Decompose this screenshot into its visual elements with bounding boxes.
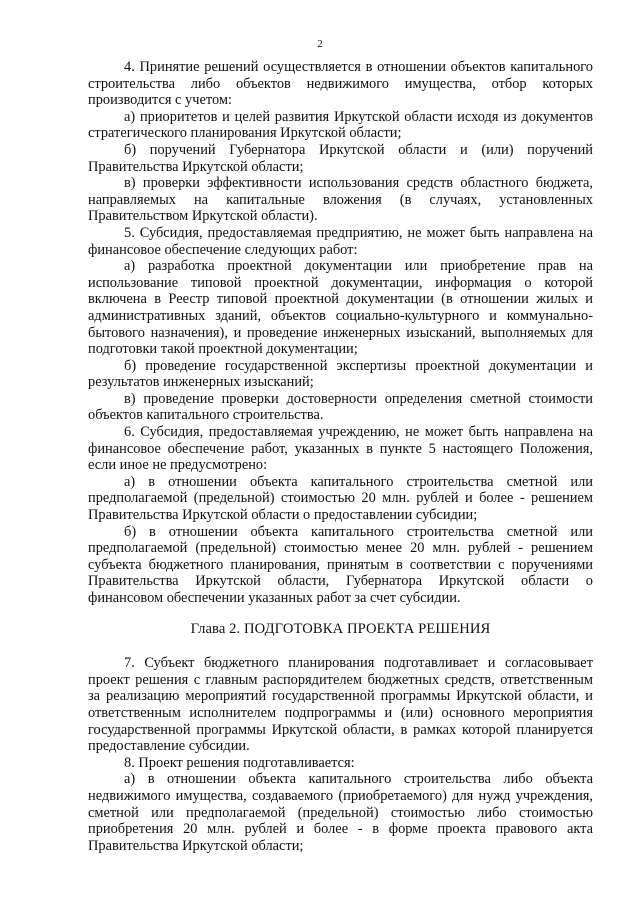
document-body bbox=[88, 59, 593, 854]
paragraph-8a: а) в отношении объекта капитального строительства либо объекта недвижимого имущества, создаваемого (приобретаемого) для нужд учреждения, сметной или предполагаемой (предельной) стоимостью либо стоимостью приобретения 20 млн. рублей и более - в форме проекта правового акта Правительства Иркутской области; bbox=[88, 771, 593, 854]
paragraph-4: 4. Принятие решений осуществляется в отношении объектов капитального строительства либо объектов недвижимого имущества, отбор которых производится с учетом: bbox=[88, 59, 593, 109]
paragraph-7: 7. Субъект бюджетного планирования подготавливает и согласовывает проект решения с главным распорядителем бюджетных средств, ответственным за реализацию мероприятий государственной программы Иркутской области, и ответственным исполнителем подпрограммы и (или) основного мероприятия государственной программы Иркутской области, в рамках которой планируется предоставление субсидии. bbox=[88, 655, 593, 755]
paragraph-5v: в) проведение проверки достоверности определения сметной стоимости объектов капитального строительства. bbox=[88, 390, 593, 424]
chapter-heading: Глава 2. ПОДГОТОВКА ПРОЕКТА РЕШЕНИЯ bbox=[190, 620, 491, 637]
paragraph-4a: а) приоритетов и целей развития Иркутской области исходя из документов стратегического планирования Иркутской области; bbox=[88, 108, 593, 142]
paragraph-8: 8. Проект решения подготавливается: bbox=[124, 754, 355, 771]
paragraph-6b: б) в отношении объекта капитального строительства сметной или предполагаемой (предельной) стоимостью менее 20 млн. рублей - решением субъекта бюджетного планирования, принятым в соответствии с поручениями Правительства Иркутской области, Губернатора Иркутской области о финансовом обеспечении указанных работ за счет субсидии. bbox=[88, 523, 593, 606]
paragraph-5b: б) проведение государственной экспертизы проектной документации и результатов инженерных изысканий; bbox=[88, 357, 593, 391]
paragraph-6a: а) в отношении объекта капитального строительства сметной или предполагаемой (предельной) стоимостью 20 млн. рублей и более - решением Правительства Иркутской области о предоставлении субсидии; bbox=[88, 473, 593, 524]
paragraph-5: 5. Субсидия, предоставляемая предприятию, не может быть направлена на финансовое обеспечение следующих работ: bbox=[88, 224, 593, 258]
paragraph-6: 6. Субсидия, предоставляемая учреждению, не может быть направлена на финансовое обеспечение работ, указанных в пункте 5 настоящего Положения, если иное не предусмотрено: bbox=[88, 424, 593, 474]
paragraph-4b: б) поручений Губернатора Иркутской области и (или) поручений Правительства Иркутской области; bbox=[88, 141, 593, 175]
paragraph-4v: в) проверки эффективности использования средств областного бюджета, направляемых на капитальные вложения (в случаях, установленных Правительством Иркутской области). bbox=[88, 175, 593, 225]
page-number: 2 bbox=[317, 38, 323, 50]
paragraph-5a: а) разработка проектной документации или приобретение прав на использование типовой проектной документации, информация о которой включена в Реестр типовой проектной документации (в отношении жилых и административных зданий, объектов социально-культурного и коммунально-бытового назначения), и проведение инженерных изысканий, выполняемых для подготовки такой проектной документации; bbox=[88, 258, 593, 358]
